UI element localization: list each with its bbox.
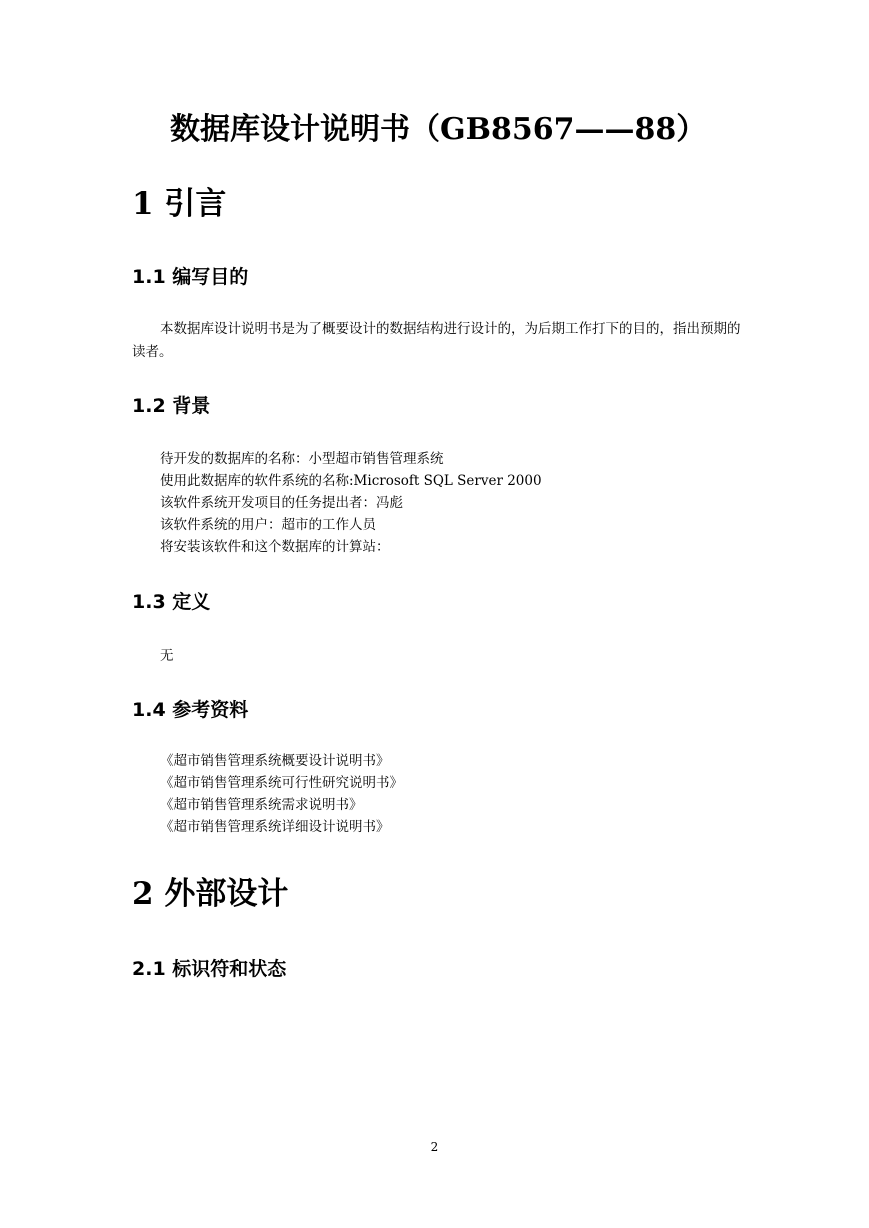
background-line: 该软件系统的用户：超市的工作人员	[160, 517, 376, 533]
section-heading-1-4: 1.4 参考资料	[132, 699, 249, 721]
reference-item: 《超市销售管理系统详细设计说明书》	[160, 819, 390, 835]
reference-item: 《超市销售管理系统可行性研究说明书》	[160, 775, 403, 791]
section-1-1-paragraph: 本数据库设计说明书是为了概要设计的数据结构进行设计的，为后期工作打下的目的，指出预期的读者。	[132, 321, 741, 360]
page-number: 2	[430, 1140, 439, 1154]
reference-item: 《超市销售管理系统概要设计说明书》	[160, 753, 390, 769]
section-1-2-lines	[160, 448, 760, 558]
section-1-3-lines	[160, 645, 760, 667]
section-heading-1-1: 1.1 编写目的	[132, 266, 249, 288]
background-line: 待开发的数据库的名称：小型超市销售管理系统	[160, 451, 444, 467]
document-title: 数据库设计说明书（GB8567——88）	[170, 112, 707, 147]
section-heading-1: 1 引言	[132, 186, 227, 222]
background-line: 使用此数据库的软件系统的名称:Microsoft SQL Server 2000	[160, 473, 542, 489]
reference-item: 《超市销售管理系统需求说明书》	[160, 797, 363, 813]
background-line: 该软件系统开发项目的任务提出者：冯彪	[160, 495, 403, 511]
section-heading-1-3: 1.3 定义	[132, 591, 211, 613]
section-heading-1-2: 1.2 背景	[132, 395, 211, 417]
section-heading-2: 2 外部设计	[132, 876, 289, 912]
section-heading-2-1: 2.1 标识符和状态	[132, 958, 287, 980]
definition-line: 无	[160, 648, 174, 664]
background-line: 将安装该软件和这个数据库的计算站：	[160, 539, 390, 555]
section-1-4-references	[160, 750, 760, 838]
